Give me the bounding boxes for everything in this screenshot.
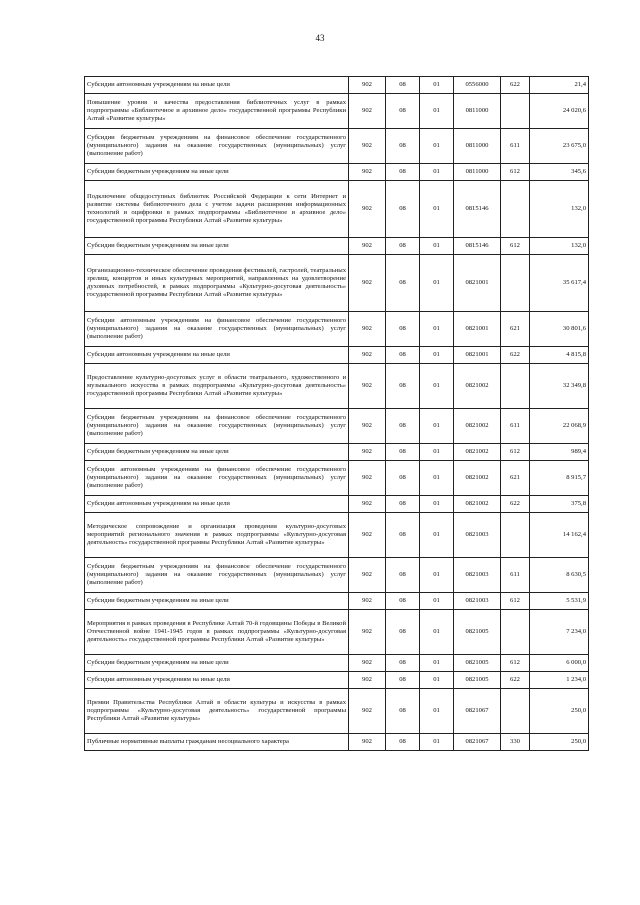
table-row [85, 444, 589, 461]
ministry-code-cell: 902 [349, 610, 386, 655]
expense-type-cell [501, 610, 530, 655]
amount-cell: 32 349,8 [530, 364, 589, 409]
section-code-cell: 08 [386, 94, 420, 129]
expense-name-cell: Повышение уровня и качества предоставления библиотечных услуг в рамках подпрограммы «Библиотечное и архивное дело» государственной программы Республики Алтай «Развитие культуры» [85, 94, 349, 129]
subsection-code-cell: 01 [420, 496, 454, 513]
table-row [85, 409, 589, 444]
amount-cell: 375,8 [530, 496, 589, 513]
budget-table-body [85, 77, 589, 751]
amount-cell: 21,4 [530, 77, 589, 94]
ministry-code-cell: 902 [349, 734, 386, 751]
subsection-code-cell: 01 [420, 444, 454, 461]
ministry-code-cell: 902 [349, 593, 386, 610]
expense-name-cell: Субсидии бюджетным учреждениям на финансовое обеспечение государственного (муниципального) задания на оказание государственных (муниципальных) услуг (выполнение работ) [85, 409, 349, 444]
table-row [85, 593, 589, 610]
target-article-cell: 0815146 [454, 181, 501, 238]
expense-name-cell: Публичные нормативные выплаты гражданам несоциального характера [85, 734, 349, 751]
section-code-cell: 08 [386, 513, 420, 558]
section-code-cell: 08 [386, 238, 420, 255]
ministry-code-cell: 902 [349, 558, 386, 593]
amount-cell: 4 815,8 [530, 347, 589, 364]
table-row [85, 164, 589, 181]
target-article-cell: 0811000 [454, 94, 501, 129]
section-code-cell: 08 [386, 364, 420, 409]
target-article-cell: 0811000 [454, 164, 501, 181]
table-row [85, 129, 589, 164]
amount-cell: 8 630,5 [530, 558, 589, 593]
subsection-code-cell: 01 [420, 689, 454, 734]
subsection-code-cell: 01 [420, 734, 454, 751]
subsection-code-cell: 01 [420, 672, 454, 689]
expense-name-cell: Субсидии автономным учреждениям на иные цели [85, 347, 349, 364]
section-code-cell: 08 [386, 558, 420, 593]
table-row [85, 610, 589, 655]
target-article-cell: 0821001 [454, 312, 501, 347]
expense-name-cell: Субсидии бюджетным учреждениям на финансовое обеспечение государственного (муниципального) задания на оказание государственных (муниципальных) услуг (выполнение работ) [85, 558, 349, 593]
expense-type-cell: 611 [501, 558, 530, 593]
subsection-code-cell: 01 [420, 181, 454, 238]
expense-name-cell: Мероприятия в рамках проведения в Республике Алтай 70-й годовщины Победы в Великой Отечественной войне 1941-1945 годов в рамках подпрограммы «Культурно-досуговая деятельность» государственной программы Республики Алтай «Развитие культуры» [85, 610, 349, 655]
expense-name-cell: Методическое сопровождение и организация проведения культурно-досуговых мероприятий регионального значения в рамках подпрограммы «Культурно-досуговая деятельность» государственной программы Республики Алтай «Развитие культуры» [85, 513, 349, 558]
table-row [85, 513, 589, 558]
expense-type-cell [501, 181, 530, 238]
expense-name-cell: Субсидии автономным учреждениям на иные цели [85, 77, 349, 94]
amount-cell: 23 675,0 [530, 129, 589, 164]
target-article-cell: 0821001 [454, 347, 501, 364]
subsection-code-cell: 01 [420, 164, 454, 181]
subsection-code-cell: 01 [420, 255, 454, 312]
amount-cell: 132,0 [530, 181, 589, 238]
ministry-code-cell: 902 [349, 94, 386, 129]
ministry-code-cell: 902 [349, 513, 386, 558]
ministry-code-cell: 902 [349, 255, 386, 312]
section-code-cell: 08 [386, 593, 420, 610]
amount-cell: 8 915,7 [530, 461, 589, 496]
expense-name-cell: Субсидии бюджетным учреждениям на иные цели [85, 164, 349, 181]
target-article-cell: 0556000 [454, 77, 501, 94]
subsection-code-cell: 01 [420, 129, 454, 164]
subsection-code-cell: 01 [420, 461, 454, 496]
table-row [85, 255, 589, 312]
target-article-cell: 0821005 [454, 610, 501, 655]
amount-cell: 989,4 [530, 444, 589, 461]
target-article-cell: 0811000 [454, 129, 501, 164]
expense-type-cell: 622 [501, 347, 530, 364]
expense-name-cell: Субсидии бюджетным учреждениям на иные цели [85, 655, 349, 672]
expense-type-cell: 330 [501, 734, 530, 751]
amount-cell: 250,0 [530, 734, 589, 751]
amount-cell: 345,6 [530, 164, 589, 181]
subsection-code-cell: 01 [420, 655, 454, 672]
ministry-code-cell: 902 [349, 461, 386, 496]
page-number: 43 [315, 33, 325, 43]
expense-type-cell: 611 [501, 129, 530, 164]
section-code-cell: 08 [386, 77, 420, 94]
ministry-code-cell: 902 [349, 347, 386, 364]
expense-type-cell: 621 [501, 461, 530, 496]
table-row [85, 734, 589, 751]
section-code-cell: 08 [386, 610, 420, 655]
amount-cell: 132,0 [530, 238, 589, 255]
target-article-cell: 0821005 [454, 672, 501, 689]
subsection-code-cell: 01 [420, 558, 454, 593]
section-code-cell: 08 [386, 181, 420, 238]
expense-name-cell: Субсидии бюджетным учреждениям на иные цели [85, 593, 349, 610]
expense-type-cell [501, 513, 530, 558]
target-article-cell: 0821067 [454, 689, 501, 734]
amount-cell: 7 234,0 [530, 610, 589, 655]
ministry-code-cell: 902 [349, 129, 386, 164]
subsection-code-cell: 01 [420, 610, 454, 655]
amount-cell: 5 531,9 [530, 593, 589, 610]
amount-cell: 30 801,6 [530, 312, 589, 347]
ministry-code-cell: 902 [349, 496, 386, 513]
table-row [85, 312, 589, 347]
table-row [85, 558, 589, 593]
target-article-cell: 0821002 [454, 444, 501, 461]
ministry-code-cell: 902 [349, 77, 386, 94]
table-row [85, 672, 589, 689]
section-code-cell: 08 [386, 461, 420, 496]
ministry-code-cell: 902 [349, 312, 386, 347]
section-code-cell: 08 [386, 444, 420, 461]
expense-type-cell [501, 364, 530, 409]
section-code-cell: 08 [386, 409, 420, 444]
expense-type-cell: 612 [501, 164, 530, 181]
table-row [85, 655, 589, 672]
table-row [85, 364, 589, 409]
expense-type-cell: 612 [501, 593, 530, 610]
amount-cell: 6 000,0 [530, 655, 589, 672]
expense-name-cell: Подключение общедоступных библиотек Российской Федерации к сети Интернет и развитие системы библиотечного дела с учетом задачи расширения информационных технологий и оцифровки в рамках подпрограммы «Библиотечное и архивное дело» государственной программы Республики Алтай «Развитие культуры» [85, 181, 349, 238]
expense-name-cell: Субсидии бюджетным учреждениям на иные цели [85, 444, 349, 461]
section-code-cell: 08 [386, 255, 420, 312]
expense-name-cell: Субсидии бюджетным учреждениям на финансовое обеспечение государственного (муниципального) задания на оказание государственных (муниципальных) услуг (выполнение работ) [85, 129, 349, 164]
subsection-code-cell: 01 [420, 593, 454, 610]
subsection-code-cell: 01 [420, 409, 454, 444]
expense-type-cell [501, 94, 530, 129]
expense-name-cell: Субсидии бюджетным учреждениям на иные цели [85, 238, 349, 255]
expense-type-cell: 622 [501, 672, 530, 689]
ministry-code-cell: 902 [349, 364, 386, 409]
table-row [85, 238, 589, 255]
expense-type-cell: 621 [501, 312, 530, 347]
target-article-cell: 0821001 [454, 255, 501, 312]
section-code-cell: 08 [386, 672, 420, 689]
ministry-code-cell: 902 [349, 444, 386, 461]
expense-type-cell: 611 [501, 409, 530, 444]
table-row [85, 181, 589, 238]
subsection-code-cell: 01 [420, 238, 454, 255]
expense-type-cell [501, 255, 530, 312]
target-article-cell: 0821003 [454, 513, 501, 558]
expense-name-cell: Субсидии автономным учреждениям на финансовое обеспечение государственного (муниципального) задания на оказание государственных (муниципальных) услуг (выполнение работ) [85, 461, 349, 496]
expense-type-cell: 612 [501, 238, 530, 255]
amount-cell: 1 234,0 [530, 672, 589, 689]
expense-type-cell [501, 689, 530, 734]
expense-name-cell: Предоставление культурно-досуговых услуг в области театрального, художественного и музыкального искусства в рамках подпрограммы «Культурно-досуговая деятельность» государственной программы Республики Алтай «Развитие культуры» [85, 364, 349, 409]
target-article-cell: 0815146 [454, 238, 501, 255]
target-article-cell: 0821002 [454, 496, 501, 513]
expense-name-cell: Премии Правительства Республики Алтай в области культуры и искусства в рамках подпрограммы «Культурно-досуговая деятельность» государственной программы Республики Алтай «Развитие культуры» [85, 689, 349, 734]
expense-name-cell: Субсидии автономным учреждениям на иные цели [85, 672, 349, 689]
expense-name-cell: Организационно-техническое обеспечение проведения фестивалей, гастролей, театральных зрелищ, концертов и иных культурных мероприятий, направленных на удовлетворение духовных потребностей, в рамках подпрограммы «Культурно-досуговая деятельность» государственной программы Республики Алтай «Развитие культуры» [85, 255, 349, 312]
section-code-cell: 08 [386, 496, 420, 513]
amount-cell: 250,0 [530, 689, 589, 734]
budget-table [84, 76, 589, 751]
target-article-cell: 0821002 [454, 461, 501, 496]
section-code-cell: 08 [386, 347, 420, 364]
ministry-code-cell: 902 [349, 238, 386, 255]
ministry-code-cell: 902 [349, 655, 386, 672]
expense-type-cell: 612 [501, 655, 530, 672]
ministry-code-cell: 902 [349, 409, 386, 444]
section-code-cell: 08 [386, 734, 420, 751]
target-article-cell: 0821003 [454, 593, 501, 610]
ministry-code-cell: 902 [349, 181, 386, 238]
amount-cell: 24 020,6 [530, 94, 589, 129]
target-article-cell: 0821002 [454, 364, 501, 409]
amount-cell: 14 162,4 [530, 513, 589, 558]
amount-cell: 22 068,9 [530, 409, 589, 444]
expense-type-cell: 622 [501, 496, 530, 513]
target-article-cell: 0821002 [454, 409, 501, 444]
subsection-code-cell: 01 [420, 513, 454, 558]
table-row [85, 347, 589, 364]
expense-name-cell: Субсидии автономным учреждениям на финансовое обеспечение государственного (муниципального) задания на оказание государственных (муниципальных) услуг (выполнение работ) [85, 312, 349, 347]
section-code-cell: 08 [386, 655, 420, 672]
expense-name-cell: Субсидии автономным учреждениям на иные цели [85, 496, 349, 513]
expense-type-cell: 612 [501, 444, 530, 461]
subsection-code-cell: 01 [420, 77, 454, 94]
subsection-code-cell: 01 [420, 312, 454, 347]
ministry-code-cell: 902 [349, 689, 386, 734]
table-row [85, 77, 589, 94]
table-row [85, 689, 589, 734]
subsection-code-cell: 01 [420, 94, 454, 129]
section-code-cell: 08 [386, 129, 420, 164]
subsection-code-cell: 01 [420, 364, 454, 409]
target-article-cell: 0821003 [454, 558, 501, 593]
target-article-cell: 0821067 [454, 734, 501, 751]
table-row [85, 496, 589, 513]
target-article-cell: 0821005 [454, 655, 501, 672]
ministry-code-cell: 902 [349, 164, 386, 181]
table-row [85, 461, 589, 496]
section-code-cell: 08 [386, 312, 420, 347]
subsection-code-cell: 01 [420, 347, 454, 364]
amount-cell: 35 617,4 [530, 255, 589, 312]
section-code-cell: 08 [386, 164, 420, 181]
expense-type-cell: 622 [501, 77, 530, 94]
section-code-cell: 08 [386, 689, 420, 734]
table-row [85, 94, 589, 129]
ministry-code-cell: 902 [349, 672, 386, 689]
